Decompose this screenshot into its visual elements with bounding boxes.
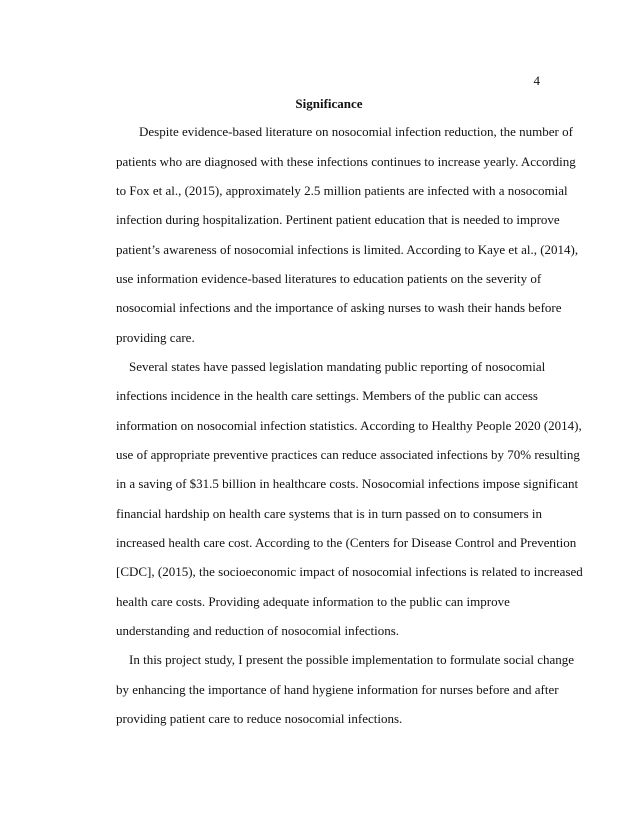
paragraph-line: Despite evidence-based literature on nosocomial infection reduction, the number of	[139, 124, 573, 139]
paragraph-line: increased health care cost. According to the (Centers for Disease Control and Prevention	[116, 535, 577, 550]
paragraph-line: to Fox et al., (2015), approximately 2.5 million patients are infected with a nosocomial	[116, 183, 568, 198]
paragraph-line: infections incidence in the health care settings. Members of the public can access	[116, 388, 538, 403]
paragraph-line: providing care.	[116, 330, 195, 345]
paragraph-line: financial hardship on health care systems that is in turn passed on to consumers in	[116, 506, 543, 521]
paragraph-line: by enhancing the importance of hand hygiene information for nurses before and after	[116, 682, 559, 697]
paragraph-line: in a saving of $31.5 billion in healthcare costs. Nosocomial infections impose significant	[116, 476, 579, 491]
paragraph-line: use of appropriate preventive practices can reduce associated infections by 70% resulting	[116, 447, 580, 462]
paragraph-line: [CDC], (2015), the socioeconomic impact of nosocomial infections is related to increased	[116, 564, 583, 579]
page-number: 4	[533, 73, 540, 88]
paragraph-line: patients who are diagnosed with these infections continues to increase yearly. According	[116, 154, 576, 169]
paragraph-line: Several states have passed legislation mandating public reporting of nosocomial	[129, 359, 546, 374]
section-heading: Significance	[295, 96, 363, 111]
paragraph-line: use information evidence-based literatures to education patients on the severity of	[116, 271, 542, 286]
paragraph-line: information on nosocomial infection statistics. According to Healthy People 2020 (2014),	[116, 418, 582, 433]
paragraph-line: patient’s awareness of nosocomial infections is limited. According to Kaye et al., (2014),	[116, 242, 579, 257]
paragraph-line: nosocomial infections and the importance of asking nurses to wash their hands before	[116, 300, 562, 315]
paragraph-line: In this project study, I present the possible implementation to formulate social change	[129, 652, 575, 667]
paragraph-line: providing patient care to reduce nosocomial infections.	[116, 711, 403, 726]
paragraph-line: infection during hospitalization. Pertinent patient education that is needed to improve	[116, 212, 560, 227]
paragraph-line: understanding and reduction of nosocomial infections.	[116, 623, 400, 638]
paragraph-line: health care costs. Providing adequate information to the public can improve	[116, 594, 510, 609]
